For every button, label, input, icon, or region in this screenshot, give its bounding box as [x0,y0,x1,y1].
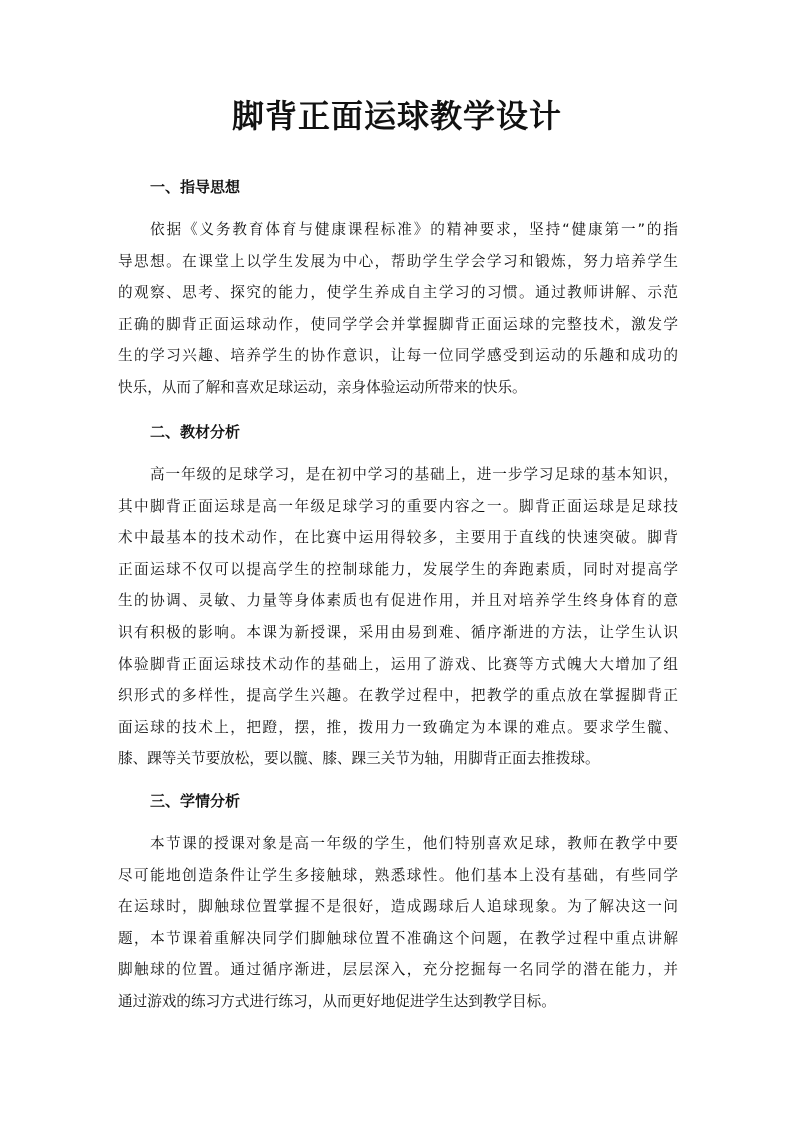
paragraph-line: 快乐，从而了解和喜欢足球运动，亲身体验运动所带来的快乐。 [118,378,527,396]
paragraph-line: 识有积极的影响。本课为新授课，采用由易到难、循序渐进的方法，让学生认识 [118,623,678,641]
paragraph-line: 膝、踝等关节要放松，要以髋、膝、踝三关节为轴，用脚背正面去推拨球。 [118,750,600,768]
paragraph-line: 其中脚背正面运球是高一年级足球学习的重要内容之一。脚背正面运球是足球技 [118,497,678,515]
paragraph-line: 脚触球的位置。通过循序渐进，层层深入，充分挖掘每一名同学的潜在能力，并 [118,961,678,979]
paragraph-line: 尽可能地创造条件让学生多接触球，熟悉球性。他们基本上没有基础，有些同学 [118,866,678,884]
section-heading-learner-analysis: 三、学情分析 [150,792,241,810]
paragraph-line: 题，本节课着重解决同学们脚触球位置不准确这个问题，在教学过程中重点讲解 [118,929,678,947]
section-heading-material-analysis: 二、教材分析 [150,423,241,441]
paragraph-line: 高一年级的足球学习，是在初中学习的基础上，进一步学习足球的基本知识， [150,466,678,483]
paragraph-line: 正面运球不仅可以提高学生的控制球能力，发展学生的奔跑素质，同时对提高学 [118,560,678,578]
paragraph-line: 生的协调、灵敏、力量等身体素质也有促进作用，并且对培养学生终身体育的意 [118,592,678,610]
paragraph-line: 导思想。在课堂上以学生发展为中心，帮助学生学会学习和锻炼，努力培养学生 [118,252,678,270]
paragraph-line: 本节课的授课对象是高一年级的学生，他们特别喜欢足球，教师在教学中要 [150,835,678,852]
paragraph-line: 正确的脚背正面运球动作，使同学学会并掌握脚背正面运球的完整技术，激发学 [118,315,678,333]
paragraph-line: 术中最基本的技术动作，在比赛中运用得较多，主要用于直线的快速突破。脚背 [118,529,678,547]
section-paragraph-material-analysis [118,459,678,775]
paragraph-line: 的观察、思考、探究的能力，使学生养成自主学习的习惯。通过教师讲解、示范 [118,284,678,302]
paragraph-line: 通过游戏的练习方式进行练习，从而更好地促进学生达到教学目标。 [118,992,556,1010]
document-title: 脚背正面运球教学设计 [231,97,562,135]
section-paragraph-guiding-ideology [118,214,678,404]
paragraph-line: 体验脚背正面运球技术动作的基础上，运用了游戏、比赛等方式魄大大增加了组 [118,655,678,673]
section-paragraph-learner-analysis [118,828,678,1018]
section-heading-guiding-ideology: 一、指导思想 [150,178,241,196]
paragraph-line: 织形式的多样性，提高学生兴趣。在教学过程中，把教学的重点放在掌握脚背正 [118,687,678,705]
paragraph-line: 在运球时，脚触球位置掌握不是很好，造成踢球后人追球现象。为了解决这一问 [118,898,678,916]
paragraph-line: 面运球的技术上，把蹬，摆，推，拨用力一致确定为本课的难点。要求学生髋、 [118,718,678,736]
paragraph-line: 生的学习兴趣、培养学生的协作意识，让每一位同学感受到运动的乐趣和成功的 [118,347,678,365]
paragraph-line: 依据《义务教育体育与健康课程标准》的精神要求，坚持“健康第一”的指 [150,221,678,238]
